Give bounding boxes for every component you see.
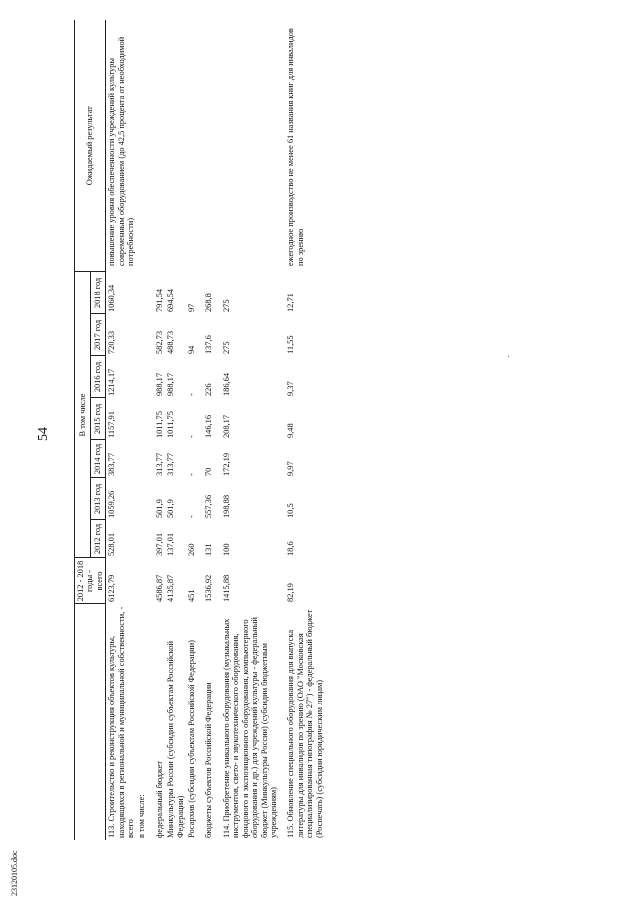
row-year-value: 1059,26 [107, 490, 117, 518]
header-result: Ожидаемый результат [75, 20, 106, 272]
table-row [186, 20, 197, 840]
row-year-value: 208,17 [221, 414, 231, 438]
table-row [215, 20, 279, 840]
row-year-value: 1011,75 [154, 411, 164, 438]
row-year-value: 313,77 [166, 452, 176, 476]
page-number: 54 [36, 427, 51, 441]
row-year-value: 226 [204, 383, 214, 396]
row-year-value: 137,01 [166, 532, 176, 556]
row-year-value: 488,73 [166, 330, 176, 354]
row-year-value: 501,9 [154, 499, 164, 518]
row-name: федеральный бюджет [154, 760, 164, 838]
row-total: 4135,87 [166, 574, 176, 602]
row-year-value: 70 [204, 467, 214, 476]
row-expected-result [197, 20, 214, 272]
row-year-value: 988,17 [154, 372, 164, 396]
row-year-value: - [187, 393, 197, 396]
row-year-value [136, 272, 147, 314]
row-year-value: 131 [204, 543, 214, 556]
row-name: 113. Строительство и реконструкция объектов культуры, находящихся в региональной и муниципальной собственности, - всего [107, 606, 136, 838]
row-expected-result [136, 20, 147, 272]
row-year-value: 9,97 [286, 461, 296, 476]
document-footer-code: 23120105.doc [10, 850, 19, 896]
row-year-value: 9,48 [286, 423, 296, 438]
row-expected-result [215, 20, 279, 272]
row-year-value: 275 [221, 299, 231, 312]
row-expected-result [148, 20, 165, 272]
table-row [279, 20, 325, 840]
row-year-value: 1157,91 [107, 411, 117, 438]
header-total: 2012 - 2018 годы - всего [75, 558, 106, 604]
row-year-value: 582,73 [154, 330, 164, 354]
row-year-value [136, 478, 147, 520]
row-name: Минкультуры России (субсидии субъектам Российской Федерации) [166, 641, 185, 838]
row-year-value [136, 356, 147, 398]
row-year-value: 275 [221, 341, 231, 354]
row-year-value [136, 314, 147, 356]
header-year: 2016 год [90, 356, 106, 398]
row-year-value: 528,01 [107, 532, 117, 556]
row-year-value: 383,77 [107, 452, 117, 476]
row-year-value: 1060,34 [107, 284, 117, 312]
table-row [148, 20, 165, 840]
header-year: 2017 год [90, 314, 106, 356]
row-name: 114. Приобретение уникального оборудования (музыкальных инструментов, свето- и звукотехнического оборудования, фондового и экспозиционного оборудования, компьютерного оборудования и др.) для учреждений культуры - федеральный бюджет (Минкультуры России) (субсидии бюджетным учреждениям) [221, 617, 278, 838]
row-year-value: 146,16 [204, 414, 214, 438]
row-year-value: 720,33 [107, 330, 117, 354]
row-expected-result: ежегодное производство не менее 61 названия книг для инвалидов по зрению [286, 28, 305, 266]
rotated-table-wrapper [74, 20, 544, 840]
header-year: 2014 год [90, 440, 106, 478]
row-year-value: 100 [221, 543, 231, 556]
table-row [106, 20, 137, 840]
header-row-1 [75, 20, 91, 840]
header-year: 2012 год [90, 520, 106, 558]
row-year-value: 501,9 [166, 499, 176, 518]
row-total [136, 558, 147, 604]
header-name-cell [75, 604, 106, 840]
row-year-value: 11,55 [286, 335, 296, 354]
row-total: 6123,79 [107, 574, 117, 602]
row-name: 115. Обновление специального оборудования для выпуска литературы для инвалидов по зрению (ОАО "Московская специализированная типография № 27") - федеральный бюджет (Роспечать) (субсидии юридическим лицам) [286, 609, 324, 838]
row-total: 82,19 [286, 583, 296, 602]
row-year-value: 557,36 [204, 494, 214, 518]
row-expected-result [186, 20, 197, 272]
row-year-value: 186,64 [221, 372, 231, 396]
table-row [197, 20, 214, 840]
row-year-value: 172,19 [221, 452, 231, 476]
row-year-value: 9,37 [286, 381, 296, 396]
row-year-value: 1011,75 [166, 411, 176, 438]
row-year-value: 260 [187, 543, 197, 556]
table-body [106, 20, 325, 840]
row-year-value: 791,54 [154, 288, 164, 312]
header-year: 2013 год [90, 478, 106, 520]
table-row [165, 20, 186, 840]
row-year-value [136, 440, 147, 478]
row-year-value [136, 398, 147, 440]
row-year-value: 1214,17 [107, 368, 117, 396]
row-year-value: 94 [187, 345, 197, 354]
row-name: Росархив (субсидии субъектам Российской Федерации) [187, 640, 197, 838]
row-year-value: 18,6 [286, 541, 296, 556]
row-year-value: 397,01 [154, 532, 164, 556]
row-name: бюджеты субъектов Российской Федерации [204, 682, 214, 838]
row-year-value: 268,8 [204, 293, 214, 312]
row-year-value: - [187, 435, 197, 438]
row-total: 1536,92 [204, 574, 214, 602]
row-year-value: 198,88 [221, 494, 231, 518]
row-name: в том числе: [137, 794, 147, 838]
row-year-value: 10,5 [286, 503, 296, 518]
row-expected-result: повышение уровня обеспеченности учреждений культуры современным оборудованием (до 42,5 процента от необходимой потребности) [107, 36, 136, 266]
row-year-value: 97 [187, 303, 197, 312]
row-expected-result [165, 20, 186, 272]
row-year-value: - [187, 515, 197, 518]
row-year-value: 137,6 [204, 335, 214, 354]
row-year-value: 12,71 [286, 293, 296, 312]
row-year-value: - [187, 473, 197, 476]
table-row [136, 20, 147, 840]
row-year-value: 313,77 [154, 452, 164, 476]
row-total: 451 [187, 589, 197, 602]
header-year: 2015 год [90, 398, 106, 440]
row-total: 1415,88 [221, 574, 231, 602]
program-funding-table [74, 20, 325, 840]
row-year-value: 694,54 [166, 288, 176, 312]
row-year-value: 988,17 [166, 372, 176, 396]
header-group-label: В том числе [75, 272, 91, 558]
row-total: 4586,87 [154, 574, 164, 602]
row-year-value [136, 520, 147, 558]
header-year: 2018 год [90, 272, 106, 314]
